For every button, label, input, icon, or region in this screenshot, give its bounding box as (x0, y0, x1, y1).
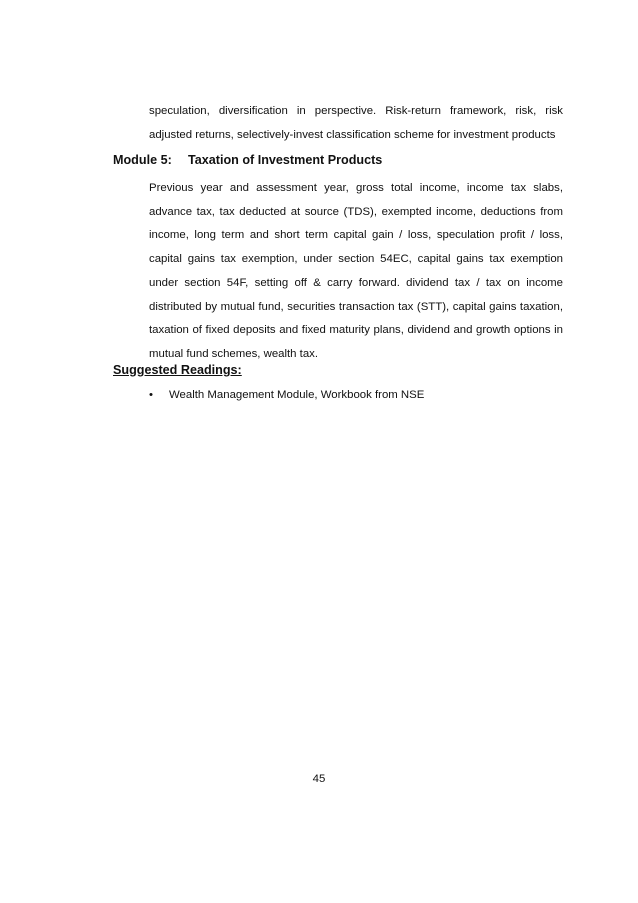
bullet-icon: • (149, 389, 153, 401)
continuation-paragraph: speculation, diversification in perspective. Risk-return framework, risk, risk adjusted returns, selectively-invest classification scheme for investment products (149, 105, 563, 141)
reading-list-item (149, 386, 424, 404)
module-heading (113, 153, 382, 167)
reading-item-text: Wealth Management Module, Workbook from NSE (169, 389, 425, 401)
module-label: Module 5: (113, 153, 172, 167)
module-title: Taxation of Investment Products (188, 153, 383, 167)
module-body: Previous year and assessment year, gross total income, income tax slabs, advance tax, tax deducted at source (TDS), exempted income, deductions from income, long term and short term capital gain / loss, speculation profit / loss, capital gains tax exemption, under section 54EC, capital gains tax exemption under section 54F, setting off & carry forward. dividend tax / tax on income distributed by mutual fund, securities transaction tax (STT), capital gains taxation, taxation of fixed deposits and fixed maturity plans, dividend and growth options in mutual fund schemes, wealth tax. (149, 182, 563, 360)
page-number: 45 (312, 773, 326, 785)
suggested-readings-heading: Suggested Readings: (113, 363, 242, 377)
